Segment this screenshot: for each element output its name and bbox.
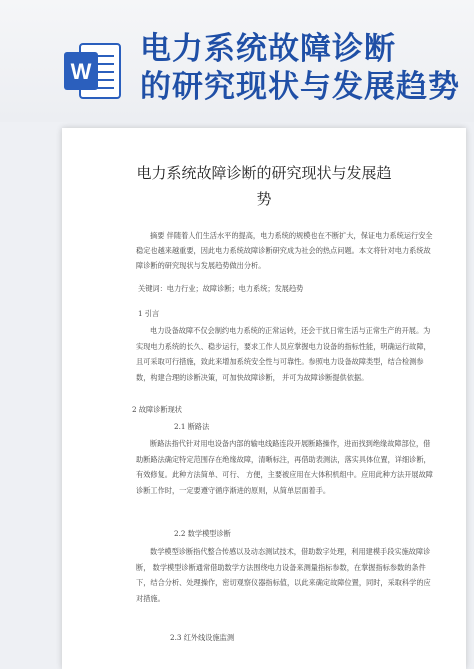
- banner-title-line-2: 的研究现状与发展趋势: [140, 69, 460, 105]
- section-2-2-paragraph: 数学模型诊断指代整合传感以及动态测试技术，借助数字处理，利用建模手段实施故障诊断， 数学模型诊断通常借助数学方法围绕电力设备来测量指标参数，在掌握指标参数的条件下，结合分析、处理操作，密切观察仪器指标值，以此来确定故障位置，同时，采取科学的应对措施。: [136, 547, 431, 603]
- word-logo-letter: W: [70, 59, 92, 84]
- document-preview-banner: [0, 0, 474, 122]
- section-1-paragraph: 电力设备故障不仅会制约电力系统的正常运转，还会干扰日常生活与正常生产的开展。为实现电力系统的长久、稳步运行，要求工作人员应掌握电力设备的指标性能，明确运行故障，且可采取可行措施，致此来增加系统安全性与可靠性。参照电力设备故障类型，结合检测参数，构建合理的诊断决策，可加快故障诊断， 并可为故障诊断提供依据。: [136, 326, 431, 382]
- section-1-heading: 1 引言: [138, 309, 160, 318]
- document-title-line-2: 势: [256, 190, 272, 208]
- abstract-paragraph: 摘要 伴随着人们生活水平的提高，电力系统的规模也在不断扩大，保证电力系统运行安全稳定也越来越重要，因此电力系统故障诊断研究成为社会的热点问题。本文将针对电力系统故障诊断的研究现状与发展趋势做出分析。: [136, 231, 433, 270]
- banner-title-line-1: 电力系统故障诊断: [140, 31, 396, 67]
- document-title-line-1: 电力系统故障诊断的研究现状与发展趋: [136, 164, 392, 182]
- section-2-2-heading: 2.2 数学模型诊断: [174, 529, 231, 538]
- keywords-line: 关键词：电力行业；故障诊断；电力系统；发展趋势: [138, 284, 304, 293]
- banner-title: [140, 30, 470, 106]
- document-title: [92, 160, 436, 212]
- section-2-1-paragraph: 断路法指代针对用电设备内部的输电线路连段开展断路操作，进而找到绝缘故障部位，借助断路法确定特定范围存在绝缘故障，清晰标注，再借助表测法，落实具体位置，详细诊断，有效修复。此种方法简单、可行、 方便，主要被应用在大体积机组中。应用此种方法开展故障诊断工作时，一定要遵守循序渐进的原则，从简单层面着手。: [136, 439, 433, 495]
- document-page: [62, 128, 466, 669]
- section-2-3-heading: 2.3 红外线设施监测: [170, 633, 235, 642]
- section-2-1-heading: 2.1 断路法: [174, 422, 210, 431]
- word-document-icon: [62, 40, 124, 102]
- section-2-heading: 2 故障诊断现状: [132, 405, 182, 414]
